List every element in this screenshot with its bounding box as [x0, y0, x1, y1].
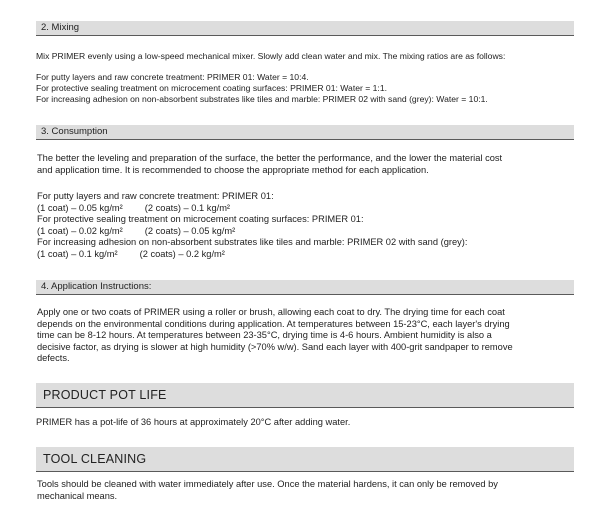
- mixing-ratio-adhesion: For increasing adhesion on non-absorbent substrates like tiles and marble: PRIMER 02 with sand (grey): Water = 10:1.: [36, 94, 488, 104]
- section-header-mixing: [36, 21, 574, 36]
- mixing-intro: Mix PRIMER evenly using a low-speed mechanical mixer. Slowly add clean water and mix. The mixing ratios are as follows:: [36, 51, 506, 61]
- mixing-ratio-sealing: For protective sealing treatment on microcement coating surfaces: PRIMER 01: Water = 1:1.: [36, 83, 387, 93]
- application-line: defects.: [37, 353, 70, 363]
- consumption-item-rates: [37, 203, 573, 215]
- section-title-mixing: 2. Mixing: [41, 22, 80, 33]
- two-coats-rate: (2 coats) – 0.1 kg/m²: [144, 202, 231, 213]
- section-header-tool-cleaning: [36, 447, 574, 472]
- tool-cleaning-line: mechanical means.: [37, 490, 118, 501]
- one-coat-rate: (1 coat) – 0.02 kg/m²: [37, 225, 123, 236]
- section-title-tool-cleaning: TOOL CLEANING: [43, 452, 147, 466]
- one-coat-rate: (1 coat) – 0.1 kg/m²: [37, 248, 118, 259]
- consumption-intro-line: The better the leveling and preparation of the surface, the better the performance, and the lower the material cost: [37, 153, 503, 163]
- consumption-item-heading: For increasing adhesion on non-absorbent substrates like tiles and marble: PRIMER 02 with sand (grey):: [37, 237, 468, 247]
- two-coats-rate: (2 coats) – 0.2 kg/m²: [139, 248, 225, 259]
- consumption-item-rates: [37, 249, 573, 261]
- section-title-consumption: 3. Consumption: [41, 126, 108, 137]
- consumption-item-heading: For putty layers and raw concrete treatment: PRIMER 01:: [37, 191, 274, 201]
- consumption-intro-line: and application time. It is recommended to choose the appropriate method for each application.: [37, 164, 429, 175]
- section-header-application: [36, 280, 574, 295]
- section-title-pot-life: PRODUCT POT LIFE: [43, 388, 167, 402]
- consumption-items: [37, 191, 573, 260]
- consumption-intro: [37, 153, 573, 176]
- mixing-ratio-putty: For putty layers and raw concrete treatment: PRIMER 01: Water = 10:4.: [36, 72, 309, 82]
- application-line: decisive factor, as drying is slower at high humidity (>70% w/w). Sand each layer with 400-grit sandpaper to remove: [37, 341, 513, 352]
- two-coats-rate: (2 coats) – 0.05 kg/m²: [144, 225, 236, 236]
- tool-cleaning-line: Tools should be cleaned with water immediately after use. Once the material hardens, it can only be removed by: [37, 479, 498, 489]
- application-text: [37, 307, 573, 365]
- section-title-application: 4. Application Instructions:: [41, 281, 152, 292]
- application-line: Apply one or two coats of PRIMER using a roller or brush, allowing each coat to dry. The drying time for each coat: [37, 307, 505, 317]
- one-coat-rate: (1 coat) – 0.05 kg/m²: [37, 202, 123, 213]
- consumption-item-heading: For protective sealing treatment on microcement coating surfaces: PRIMER 01:: [37, 214, 364, 224]
- application-line: time can be 8-12 hours. At temperatures between 23-35°C, drying time is 4-6 hours. Ambient humidity is also a: [37, 330, 492, 340]
- application-line: depends on the environmental conditions during application. At temperatures between 15-23°C, each layer's drying: [37, 318, 510, 329]
- section-header-consumption: [36, 125, 574, 140]
- tool-cleaning-text: [37, 479, 573, 502]
- consumption-item-rates: [37, 226, 573, 238]
- section-header-pot-life: [36, 383, 574, 408]
- pot-life-text: PRIMER has a pot-life of 36 hours at approximately 20°C after adding water.: [36, 417, 351, 427]
